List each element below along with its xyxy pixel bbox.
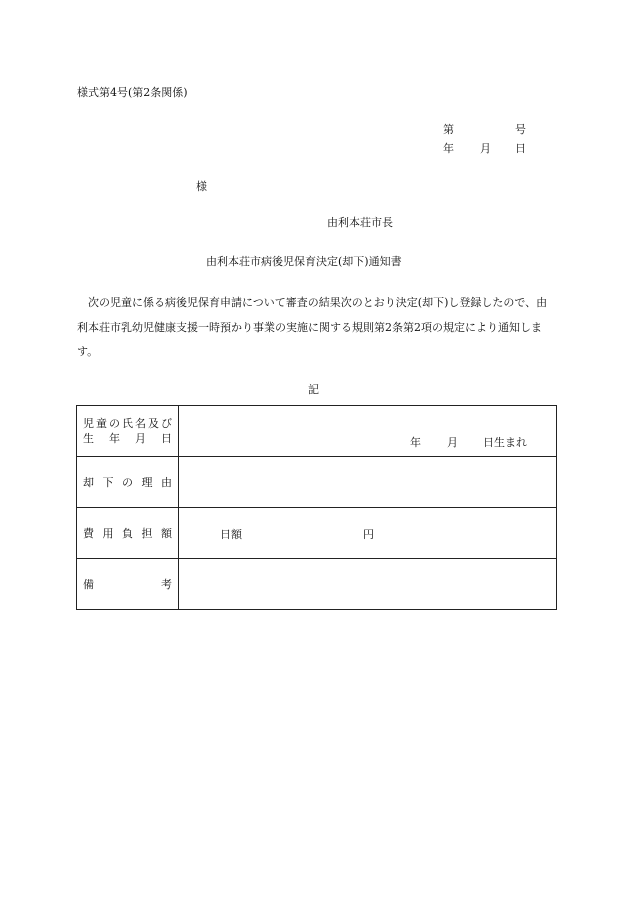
label-cost-burden [77,508,179,559]
label-child-name-birthdate [77,406,179,457]
document-title: 由利本荘市病後児保育決定(却下)通知書 [206,255,402,268]
label-rejection-reason [77,457,179,508]
birth-day-label: 日生まれ [483,436,527,449]
rejection-reason-field[interactable] [179,457,557,508]
child-name-birthdate-field[interactable] [179,406,557,457]
birth-month-label: 月 [447,436,458,449]
label-remarks [77,559,179,610]
yen-unit-label: 円 [363,528,374,541]
remarks-field[interactable] [179,559,557,610]
ki-heading: 記 [308,383,319,396]
document-number-prefix: 第 [443,123,454,136]
label-line: 費 用 負 担 額 [83,526,172,540]
document-number-suffix: 号 [515,123,526,136]
date-year-label: 年 [443,142,454,155]
label-line: 備 考 [83,577,172,591]
date-month-label: 月 [480,142,491,155]
form-number-label: 様式第4号(第2条関係) [77,86,188,99]
table-row [77,559,557,610]
issuer-name: 由利本荘市長 [327,216,393,229]
table-row [77,406,557,457]
table-row [77,508,557,559]
daily-amount-label: 日額 [220,528,242,541]
label-line: 却 下 の 理 由 [83,475,172,489]
details-table [76,405,557,610]
cost-burden-field[interactable] [179,508,557,559]
birth-year-label: 年 [410,436,421,449]
table-row [77,457,557,508]
body-paragraph: 次の児童に係る病後児保育申請について審査の結果次のとおり決定(却下)し登録したので、由利本荘市乳幼児健康支援一時預かり事業の実施に関する規則第2条第2項の規定により通知します。 [77,296,548,358]
date-day-label: 日 [515,142,526,155]
label-line: 生 年 月 日 [83,432,172,445]
label-line: 児 童 の 氏 名 及 び [83,417,172,430]
addressee-honorific: 様 [196,180,207,193]
